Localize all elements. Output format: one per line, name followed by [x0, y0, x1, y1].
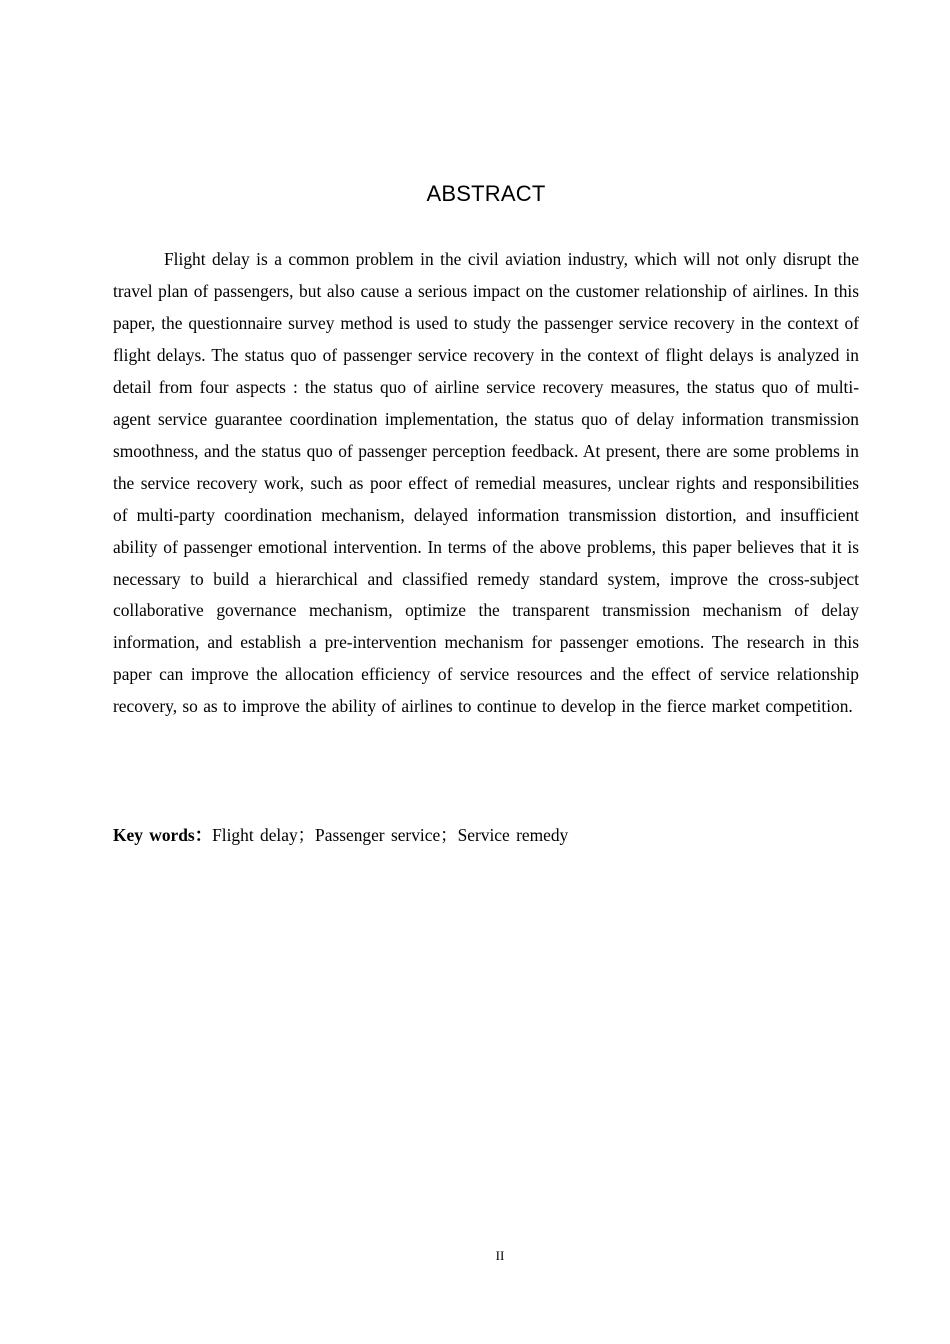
keywords-label: Key words：	[113, 825, 213, 845]
page-number: II	[495, 1248, 505, 1263]
abstract-title: ABSTRACT	[426, 181, 546, 206]
keywords-list: Flight delay；Passenger service；Service remedy	[212, 825, 569, 845]
keywords-line	[113, 819, 859, 851]
abstract-body: Flight delay is a common problem in the civil aviation industry, which will not only disrupt the travel plan of passengers, but also cause a serious impact on the customer relationship of airlines. In this paper, the questionnaire survey method is used to study the passenger service recovery in the context of flight delays. The status quo of passenger service recovery in the context of flight delays is analyzed in detail from four aspects : the status quo of airline service recovery measures, the status quo of multi-agent service guarantee coordination implementation, the status quo of delay information transmission smoothness, and the status quo of passenger perception feedback. At present, there are some problems in the service recovery work, such as poor effect of remedial measures, unclear rights and responsibilities of multi-party coordination mechanism, delayed information transmission distortion, and insufficient ability of passenger emotional intervention. In terms of the above problems, this paper believes that it is necessary to build a hierarchical and classified remedy standard system, improve the cross-subject collaborative governance mechanism, optimize the transparent transmission mechanism of delay information, and establish a pre-intervention mechanism for passenger emotions. The research in this paper can improve the allocation efficiency of service resources and the effect of service relationship recovery, so as to improve the ability of airlines to continue to develop in the fierce market competition.	[113, 249, 859, 717]
